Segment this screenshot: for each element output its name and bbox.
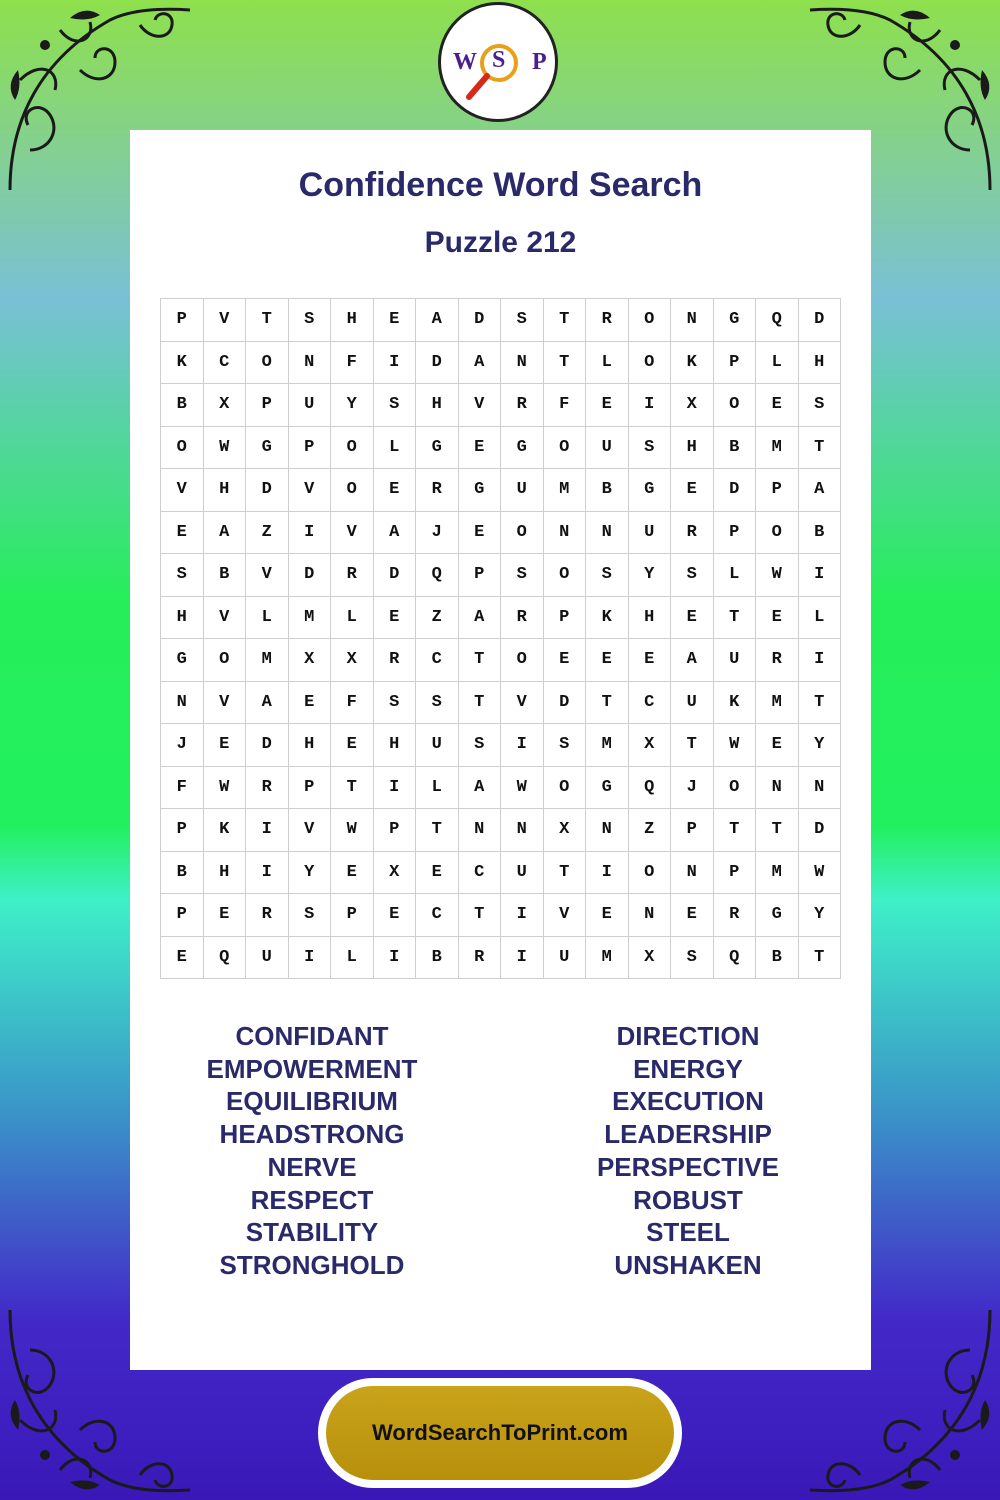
grid-cell[interactable]: O <box>544 554 587 597</box>
grid-cell[interactable]: I <box>799 639 842 682</box>
grid-cell[interactable]: U <box>544 937 587 980</box>
letter-grid <box>160 298 841 979</box>
grid-cell[interactable]: R <box>459 937 502 980</box>
grid-cell[interactable]: N <box>161 682 204 725</box>
grid-cell[interactable]: I <box>799 554 842 597</box>
grid-cell[interactable]: R <box>501 597 544 640</box>
grid-cell[interactable]: E <box>629 639 672 682</box>
grid-cell[interactable]: S <box>501 299 544 342</box>
grid-cell[interactable]: F <box>331 342 374 385</box>
grid-cell[interactable]: I <box>246 809 289 852</box>
grid-cell[interactable]: V <box>544 894 587 937</box>
grid-cell[interactable]: K <box>161 342 204 385</box>
grid-cell[interactable]: S <box>289 894 332 937</box>
grid-cell[interactable]: O <box>756 512 799 555</box>
grid-cell[interactable]: C <box>204 342 247 385</box>
grid-cell[interactable]: B <box>586 469 629 512</box>
grid-cell[interactable]: H <box>799 342 842 385</box>
grid-cell[interactable]: P <box>756 469 799 512</box>
grid-cell[interactable]: U <box>629 512 672 555</box>
grid-cell[interactable]: A <box>671 639 714 682</box>
grid-cell[interactable]: Y <box>629 554 672 597</box>
grid-cell[interactable]: E <box>459 512 502 555</box>
grid-cell[interactable]: E <box>756 597 799 640</box>
grid-cell[interactable]: M <box>756 427 799 470</box>
grid-cell[interactable]: E <box>586 639 629 682</box>
grid-cell[interactable]: P <box>161 809 204 852</box>
grid-cell[interactable]: S <box>374 384 417 427</box>
grid-cell[interactable]: G <box>161 639 204 682</box>
grid-cell[interactable]: E <box>671 469 714 512</box>
grid-cell[interactable]: D <box>544 682 587 725</box>
word-list-item: EQUILIBRIUM <box>226 1086 398 1117</box>
grid-cell[interactable]: G <box>586 767 629 810</box>
grid-cell[interactable]: J <box>161 724 204 767</box>
grid-cell[interactable]: Z <box>416 597 459 640</box>
grid-cell[interactable]: Z <box>246 512 289 555</box>
grid-cell[interactable]: I <box>501 937 544 980</box>
grid-cell[interactable]: P <box>246 384 289 427</box>
grid-cell[interactable]: T <box>714 597 757 640</box>
grid-cell[interactable]: B <box>799 512 842 555</box>
grid-cell[interactable]: A <box>204 512 247 555</box>
grid-cell[interactable]: V <box>161 469 204 512</box>
grid-cell[interactable]: D <box>374 554 417 597</box>
grid-cell[interactable]: R <box>416 469 459 512</box>
grid-cell[interactable]: U <box>714 639 757 682</box>
word-list-item: LEADERSHIP <box>604 1119 772 1150</box>
grid-cell[interactable]: S <box>544 724 587 767</box>
grid-cell[interactable]: V <box>204 597 247 640</box>
grid-cell[interactable]: X <box>374 852 417 895</box>
grid-cell[interactable]: W <box>204 767 247 810</box>
grid-cell[interactable]: B <box>204 554 247 597</box>
grid-cell[interactable]: H <box>629 597 672 640</box>
grid-cell[interactable]: T <box>459 639 502 682</box>
grid-cell[interactable]: X <box>204 384 247 427</box>
grid-cell[interactable]: E <box>289 682 332 725</box>
grid-cell[interactable]: G <box>416 427 459 470</box>
grid-cell[interactable]: F <box>544 384 587 427</box>
grid-cell[interactable]: E <box>204 894 247 937</box>
grid-cell[interactable]: C <box>629 682 672 725</box>
grid-cell[interactable]: Q <box>629 767 672 810</box>
grid-cell[interactable]: E <box>204 724 247 767</box>
grid-cell[interactable]: W <box>501 767 544 810</box>
grid-cell[interactable]: I <box>246 852 289 895</box>
grid-cell[interactable]: A <box>799 469 842 512</box>
grid-cell[interactable]: N <box>289 342 332 385</box>
grid-cell[interactable]: S <box>161 554 204 597</box>
grid-cell[interactable]: N <box>671 299 714 342</box>
grid-cell[interactable]: I <box>629 384 672 427</box>
grid-cell[interactable]: T <box>544 342 587 385</box>
grid-cell[interactable]: U <box>671 682 714 725</box>
grid-cell[interactable]: X <box>289 639 332 682</box>
grid-cell[interactable]: T <box>799 682 842 725</box>
word-list-right <box>538 1020 838 1282</box>
word-list-item: UNSHAKEN <box>614 1249 762 1280</box>
grid-cell[interactable]: T <box>756 809 799 852</box>
grid-cell[interactable]: O <box>331 427 374 470</box>
grid-cell[interactable]: U <box>289 384 332 427</box>
grid-cell[interactable]: M <box>289 597 332 640</box>
grid-cell[interactable]: N <box>544 512 587 555</box>
grid-cell[interactable]: S <box>671 937 714 980</box>
grid-cell[interactable]: W <box>204 427 247 470</box>
logo-letter-w: W <box>453 49 477 75</box>
grid-cell[interactable]: O <box>544 767 587 810</box>
grid-cell[interactable]: E <box>671 597 714 640</box>
grid-cell[interactable]: C <box>416 639 459 682</box>
grid-cell[interactable]: P <box>161 894 204 937</box>
grid-cell[interactable]: O <box>714 384 757 427</box>
grid-cell[interactable]: W <box>714 724 757 767</box>
grid-cell[interactable]: G <box>501 427 544 470</box>
grid-cell[interactable]: P <box>289 427 332 470</box>
grid-cell[interactable]: I <box>289 937 332 980</box>
grid-cell[interactable]: N <box>756 767 799 810</box>
grid-cell[interactable]: R <box>331 554 374 597</box>
word-list-left <box>162 1020 462 1282</box>
grid-cell[interactable]: R <box>586 299 629 342</box>
grid-cell[interactable]: W <box>756 554 799 597</box>
grid-cell[interactable]: I <box>374 937 417 980</box>
grid-cell[interactable]: E <box>459 427 502 470</box>
grid-cell[interactable]: T <box>544 852 587 895</box>
grid-cell[interactable]: D <box>246 724 289 767</box>
grid-cell[interactable]: R <box>246 894 289 937</box>
grid-cell[interactable]: O <box>501 639 544 682</box>
word-list-item: EMPOWERMENT <box>206 1053 418 1084</box>
grid-cell[interactable]: U <box>586 427 629 470</box>
grid-cell[interactable]: E <box>374 299 417 342</box>
grid-cell[interactable]: P <box>714 342 757 385</box>
grid-cell[interactable]: M <box>246 639 289 682</box>
grid-cell[interactable]: A <box>246 682 289 725</box>
logo-letter-p: P <box>532 49 547 75</box>
grid-cell[interactable]: F <box>161 767 204 810</box>
grid-cell[interactable]: T <box>586 682 629 725</box>
word-list-item: STABILITY <box>245 1217 379 1248</box>
grid-cell[interactable]: A <box>459 342 502 385</box>
grid-cell[interactable]: V <box>501 682 544 725</box>
grid-cell[interactable]: O <box>246 342 289 385</box>
grid-cell[interactable]: E <box>671 894 714 937</box>
grid-cell[interactable]: T <box>459 682 502 725</box>
grid-cell[interactable]: P <box>374 809 417 852</box>
grid-cell[interactable]: O <box>331 469 374 512</box>
grid-cell[interactable]: S <box>629 427 672 470</box>
grid-cell[interactable]: P <box>289 767 332 810</box>
grid-cell[interactable]: V <box>289 809 332 852</box>
grid-cell[interactable]: I <box>374 342 417 385</box>
grid-cell[interactable]: V <box>204 299 247 342</box>
grid-cell[interactable]: U <box>501 469 544 512</box>
grid-cell[interactable]: H <box>161 597 204 640</box>
grid-cell[interactable]: G <box>246 427 289 470</box>
grid-cell[interactable]: Q <box>416 554 459 597</box>
grid-cell[interactable]: O <box>161 427 204 470</box>
grid-cell[interactable]: W <box>331 809 374 852</box>
grid-cell[interactable]: U <box>246 937 289 980</box>
grid-cell[interactable]: I <box>374 767 417 810</box>
grid-cell[interactable]: P <box>544 597 587 640</box>
grid-cell[interactable]: Y <box>799 724 842 767</box>
grid-cell[interactable]: K <box>204 809 247 852</box>
grid-cell[interactable]: G <box>459 469 502 512</box>
grid-cell[interactable]: B <box>714 427 757 470</box>
grid-cell[interactable]: G <box>714 299 757 342</box>
word-list-item: PERSPECTIVE <box>596 1151 780 1182</box>
grid-cell[interactable]: A <box>416 299 459 342</box>
grid-cell[interactable]: N <box>671 852 714 895</box>
grid-cell[interactable]: L <box>714 554 757 597</box>
grid-cell[interactable]: B <box>161 852 204 895</box>
grid-cell[interactable]: L <box>799 597 842 640</box>
grid-cell[interactable]: A <box>459 597 502 640</box>
grid-cell[interactable]: R <box>501 384 544 427</box>
grid-cell[interactable]: B <box>756 937 799 980</box>
grid-cell[interactable]: V <box>459 384 502 427</box>
grid-cell[interactable]: V <box>289 469 332 512</box>
grid-cell[interactable]: S <box>416 682 459 725</box>
grid-cell[interactable]: T <box>671 724 714 767</box>
grid-cell[interactable]: K <box>671 342 714 385</box>
grid-cell[interactable]: R <box>671 512 714 555</box>
grid-cell[interactable]: O <box>204 639 247 682</box>
grid-cell[interactable]: O <box>501 512 544 555</box>
grid-cell[interactable]: Q <box>756 299 799 342</box>
grid-cell[interactable]: T <box>544 299 587 342</box>
grid-cell[interactable]: S <box>501 554 544 597</box>
grid-cell[interactable]: T <box>246 299 289 342</box>
grid-cell[interactable]: E <box>586 894 629 937</box>
grid-cell[interactable]: K <box>586 597 629 640</box>
word-list-item: EXECUTION <box>612 1086 764 1117</box>
grid-cell[interactable]: H <box>289 724 332 767</box>
grid-cell[interactable]: D <box>416 342 459 385</box>
grid-cell[interactable]: H <box>204 469 247 512</box>
grid-cell[interactable]: U <box>501 852 544 895</box>
page-title: Confidence Word Search <box>298 166 703 204</box>
grid-cell[interactable]: N <box>629 894 672 937</box>
grid-cell[interactable]: E <box>416 852 459 895</box>
grid-cell[interactable]: Y <box>331 384 374 427</box>
grid-cell[interactable]: T <box>416 809 459 852</box>
word-list-item: STRONGHOLD <box>219 1249 405 1280</box>
grid-cell[interactable]: E <box>544 639 587 682</box>
grid-cell[interactable]: I <box>501 894 544 937</box>
grid-cell[interactable]: D <box>799 299 842 342</box>
grid-cell[interactable]: T <box>459 894 502 937</box>
grid-cell[interactable]: E <box>161 937 204 980</box>
grid-cell[interactable]: E <box>374 894 417 937</box>
grid-cell[interactable]: H <box>204 852 247 895</box>
grid-cell[interactable]: L <box>756 342 799 385</box>
grid-cell[interactable]: S <box>586 554 629 597</box>
grid-cell[interactable]: D <box>246 469 289 512</box>
grid-cell[interactable]: Q <box>714 937 757 980</box>
grid-cell[interactable]: D <box>799 809 842 852</box>
grid-cell[interactable]: M <box>586 937 629 980</box>
grid-cell[interactable]: E <box>374 469 417 512</box>
grid-cell[interactable]: X <box>331 639 374 682</box>
grid-cell[interactable]: M <box>586 724 629 767</box>
grid-cell[interactable]: N <box>799 767 842 810</box>
grid-cell[interactable]: L <box>331 597 374 640</box>
word-list-item: STEEL <box>646 1217 730 1248</box>
grid-cell[interactable]: H <box>671 427 714 470</box>
grid-cell[interactable]: G <box>756 894 799 937</box>
site-link-label: WordSearchToPrint.com <box>326 1386 674 1480</box>
grid-cell[interactable]: M <box>756 852 799 895</box>
grid-cell[interactable]: N <box>501 809 544 852</box>
grid-cell[interactable]: X <box>544 809 587 852</box>
site-logo[interactable] <box>438 2 558 122</box>
word-list-item: CONFIDANT <box>235 1021 389 1051</box>
grid-cell[interactable]: L <box>374 427 417 470</box>
grid-cell[interactable]: B <box>416 937 459 980</box>
grid-cell[interactable]: L <box>246 597 289 640</box>
grid-cell[interactable]: O <box>629 852 672 895</box>
grid-cell[interactable]: O <box>629 342 672 385</box>
grid-cell[interactable]: H <box>416 384 459 427</box>
grid-cell[interactable]: W <box>799 852 842 895</box>
grid-cell[interactable]: O <box>629 299 672 342</box>
grid-cell[interactable]: N <box>459 809 502 852</box>
grid-cell[interactable]: K <box>714 682 757 725</box>
grid-cell[interactable]: V <box>331 512 374 555</box>
grid-cell[interactable]: P <box>331 894 374 937</box>
grid-cell[interactable]: H <box>331 299 374 342</box>
grid-cell[interactable]: S <box>671 554 714 597</box>
grid-cell[interactable]: X <box>629 724 672 767</box>
grid-cell[interactable]: V <box>204 682 247 725</box>
grid-cell[interactable]: E <box>374 597 417 640</box>
grid-cell[interactable]: U <box>416 724 459 767</box>
grid-cell[interactable]: E <box>756 724 799 767</box>
grid-cell[interactable]: V <box>246 554 289 597</box>
grid-cell[interactable]: J <box>671 767 714 810</box>
grid-cell[interactable]: P <box>671 809 714 852</box>
word-list-item: DIRECTION <box>616 1021 760 1051</box>
grid-cell[interactable]: C <box>416 894 459 937</box>
grid-cell[interactable]: P <box>714 852 757 895</box>
grid-cell[interactable]: L <box>586 342 629 385</box>
grid-cell[interactable]: Q <box>204 937 247 980</box>
grid-cell[interactable]: D <box>459 299 502 342</box>
grid-cell[interactable]: I <box>289 512 332 555</box>
word-list-item: HEADSTRONG <box>219 1119 405 1150</box>
grid-cell[interactable]: I <box>501 724 544 767</box>
grid-cell[interactable]: N <box>501 342 544 385</box>
grid-cell[interactable]: A <box>459 767 502 810</box>
grid-cell[interactable]: N <box>586 809 629 852</box>
grid-cell[interactable]: H <box>374 724 417 767</box>
grid-cell[interactable]: X <box>629 937 672 980</box>
grid-cell[interactable]: M <box>756 682 799 725</box>
grid-cell[interactable]: T <box>714 809 757 852</box>
grid-cell[interactable]: R <box>756 639 799 682</box>
grid-cell[interactable]: D <box>714 469 757 512</box>
grid-cell[interactable]: S <box>289 299 332 342</box>
grid-cell[interactable]: R <box>714 894 757 937</box>
grid-cell[interactable]: B <box>161 384 204 427</box>
grid-cell[interactable]: N <box>586 512 629 555</box>
grid-cell[interactable]: T <box>799 427 842 470</box>
grid-cell[interactable]: P <box>459 554 502 597</box>
grid-cell[interactable]: J <box>416 512 459 555</box>
puzzle-number: Puzzle 212 <box>424 226 577 259</box>
grid-cell[interactable]: G <box>629 469 672 512</box>
grid-cell[interactable]: S <box>799 384 842 427</box>
grid-cell[interactable]: X <box>671 384 714 427</box>
grid-cell[interactable]: Y <box>289 852 332 895</box>
grid-cell[interactable]: A <box>374 512 417 555</box>
grid-cell[interactable]: S <box>374 682 417 725</box>
grid-cell[interactable]: E <box>161 512 204 555</box>
grid-cell[interactable]: L <box>416 767 459 810</box>
grid-cell[interactable]: E <box>586 384 629 427</box>
grid-cell[interactable]: R <box>374 639 417 682</box>
word-list-item: NERVE <box>267 1151 357 1182</box>
grid-cell[interactable]: F <box>331 682 374 725</box>
grid-cell[interactable]: T <box>799 937 842 980</box>
grid-cell[interactable]: P <box>161 299 204 342</box>
grid-cell[interactable]: O <box>714 767 757 810</box>
grid-cell[interactable]: D <box>289 554 332 597</box>
grid-cell[interactable]: E <box>331 852 374 895</box>
word-list-item: ROBUST <box>633 1184 743 1215</box>
grid-cell[interactable]: L <box>331 937 374 980</box>
puzzle-sheet <box>130 130 871 1370</box>
grid-cell[interactable]: O <box>544 427 587 470</box>
grid-cell[interactable]: M <box>544 469 587 512</box>
logo-letter-s: S <box>492 47 506 73</box>
grid-cell[interactable]: T <box>331 767 374 810</box>
word-list-item: ENERGY <box>633 1053 743 1084</box>
grid-cell[interactable]: C <box>459 852 502 895</box>
grid-cell[interactable]: R <box>246 767 289 810</box>
site-link-button[interactable] <box>318 1378 682 1488</box>
grid-cell[interactable]: Z <box>629 809 672 852</box>
grid-cell[interactable]: E <box>756 384 799 427</box>
grid-cell[interactable]: S <box>459 724 502 767</box>
word-list-item: RESPECT <box>250 1184 374 1215</box>
grid-cell[interactable]: P <box>714 512 757 555</box>
grid-cell[interactable]: I <box>586 852 629 895</box>
grid-cell[interactable]: E <box>331 724 374 767</box>
grid-cell[interactable]: Y <box>799 894 842 937</box>
